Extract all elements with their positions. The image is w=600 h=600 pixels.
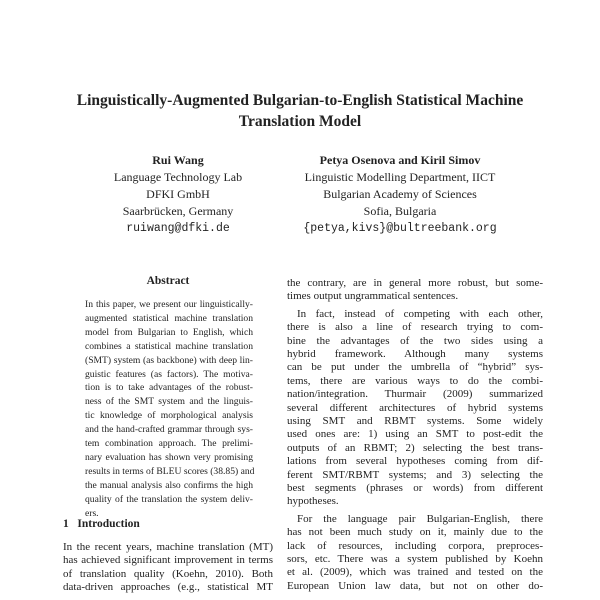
paper-title-line-1: Linguistically-Augmented Bulgarian-to-English Statistical Machine bbox=[76, 92, 524, 109]
text-line: (SMT) system (as backbone) with deep lin- bbox=[85, 354, 253, 366]
text-line: times output ungrammatical sentences. bbox=[287, 290, 459, 303]
text-line: In the recent years, machine translation (MT) bbox=[63, 541, 273, 553]
text-line: In this paper, we present our linguistically- bbox=[85, 299, 253, 310]
text-line: quality of the translation the system deliv- bbox=[85, 493, 253, 505]
text-line: tems, there are various ways to do the combi- bbox=[287, 374, 543, 387]
section-title: Introduction bbox=[77, 518, 140, 530]
affiliation: Saarbrücken, Germany bbox=[122, 204, 234, 218]
affiliation: Sofia, Bulgaria bbox=[363, 204, 437, 218]
text-line: combines a statistical machine translation bbox=[85, 340, 253, 352]
section-heading bbox=[63, 518, 140, 530]
text-line: For the language pair Bulgarian-English, there bbox=[297, 512, 543, 525]
text-line: hypotheses. bbox=[287, 495, 339, 508]
text-line: ferent SMT/RBMT systems; and 3) selecting the bbox=[287, 468, 543, 481]
abstract-heading: Abstract bbox=[146, 275, 190, 287]
author-email: {petya,kivs}@bultreebank.org bbox=[303, 222, 497, 235]
text-line: et al. (2009), which was trained and tested on the bbox=[287, 566, 543, 579]
affiliation: Bulgarian Academy of Sciences bbox=[323, 187, 477, 201]
text-line: using SMT and RBMT systems. Some widely bbox=[287, 415, 543, 427]
text-line: the manual analysis also confirms the high bbox=[85, 479, 253, 491]
text-line: tion is to take advantages of the robust- bbox=[85, 382, 253, 394]
text-line: sors, etc. There was a system published by Koehn bbox=[287, 553, 543, 565]
author-name: Petya Osenova and Kiril Simov bbox=[319, 153, 481, 167]
text-line: ers. bbox=[85, 507, 99, 519]
author-email: ruiwang@dfki.de bbox=[126, 222, 230, 235]
text-line: tem combination approach. The prelimi- bbox=[85, 438, 253, 449]
text-line: has not been much study on it, mainly due to the bbox=[287, 526, 543, 539]
text-line: lack of resources, including corpora, preproces- bbox=[287, 539, 543, 552]
affiliation: Linguistic Modelling Department, IICT bbox=[304, 170, 496, 184]
text-line: the contrary, are in general more robust, but some- bbox=[287, 277, 543, 289]
text-line: augmented statistical machine translation bbox=[85, 312, 253, 324]
text-line: European Union law data, but not on other do- bbox=[287, 579, 543, 592]
text-line: nary evaluation has shown very promising bbox=[85, 451, 253, 463]
text-line: best segments (phrases or words) from different bbox=[287, 482, 543, 494]
author-block-1 bbox=[78, 152, 278, 237]
text-line: used ones are: 1) using an SMT to post-edit the bbox=[287, 428, 543, 441]
author-block-2 bbox=[270, 152, 530, 237]
text-line: several different architectures of hybrid systems bbox=[287, 401, 543, 414]
affiliation: DFKI GmbH bbox=[146, 187, 210, 201]
text-line: hybrid framework. Although many systems bbox=[287, 348, 543, 360]
author-name: Rui Wang bbox=[152, 153, 204, 167]
text-line: nation/integration. Thurmair (2009) summarized bbox=[287, 388, 543, 401]
text-line: bine the advantages of the two sides using a bbox=[287, 334, 543, 347]
text-line: can be put under the umbrella of “hybrid” sys- bbox=[287, 361, 543, 374]
text-line: guistic features (as factors). The motiva- bbox=[85, 368, 253, 380]
text-line: In fact, instead of competing with each other, bbox=[297, 307, 543, 320]
text-line: and the hand-crafted grammar through sys- bbox=[85, 424, 253, 436]
section-number: 1 bbox=[63, 518, 69, 530]
text-line: there is also a line of research trying to com- bbox=[287, 321, 543, 334]
text-line: data-driven approaches (e.g., statistical MT bbox=[63, 581, 273, 594]
affiliation: Language Technology Lab bbox=[113, 170, 243, 184]
paper-title-line-2: Translation Model bbox=[238, 113, 362, 130]
text-line: has achieved significant improvement in terms bbox=[63, 554, 273, 567]
text-line: model from Bulgarian to English, which bbox=[85, 326, 253, 338]
text-line: ness of the SMT system and the linguis- bbox=[85, 396, 253, 408]
text-line: of translation quality (Koehn, 2010). Both bbox=[63, 567, 273, 580]
text-line: lations from several hypotheses coming from dif- bbox=[287, 455, 543, 468]
text-line: outputs of an RBMT; 2) selecting the best trans- bbox=[287, 441, 543, 454]
text-line: results in terms of BLEU scores (38.85) and bbox=[85, 465, 255, 477]
text-line: tic knowledge of morphological analysis bbox=[85, 410, 253, 422]
